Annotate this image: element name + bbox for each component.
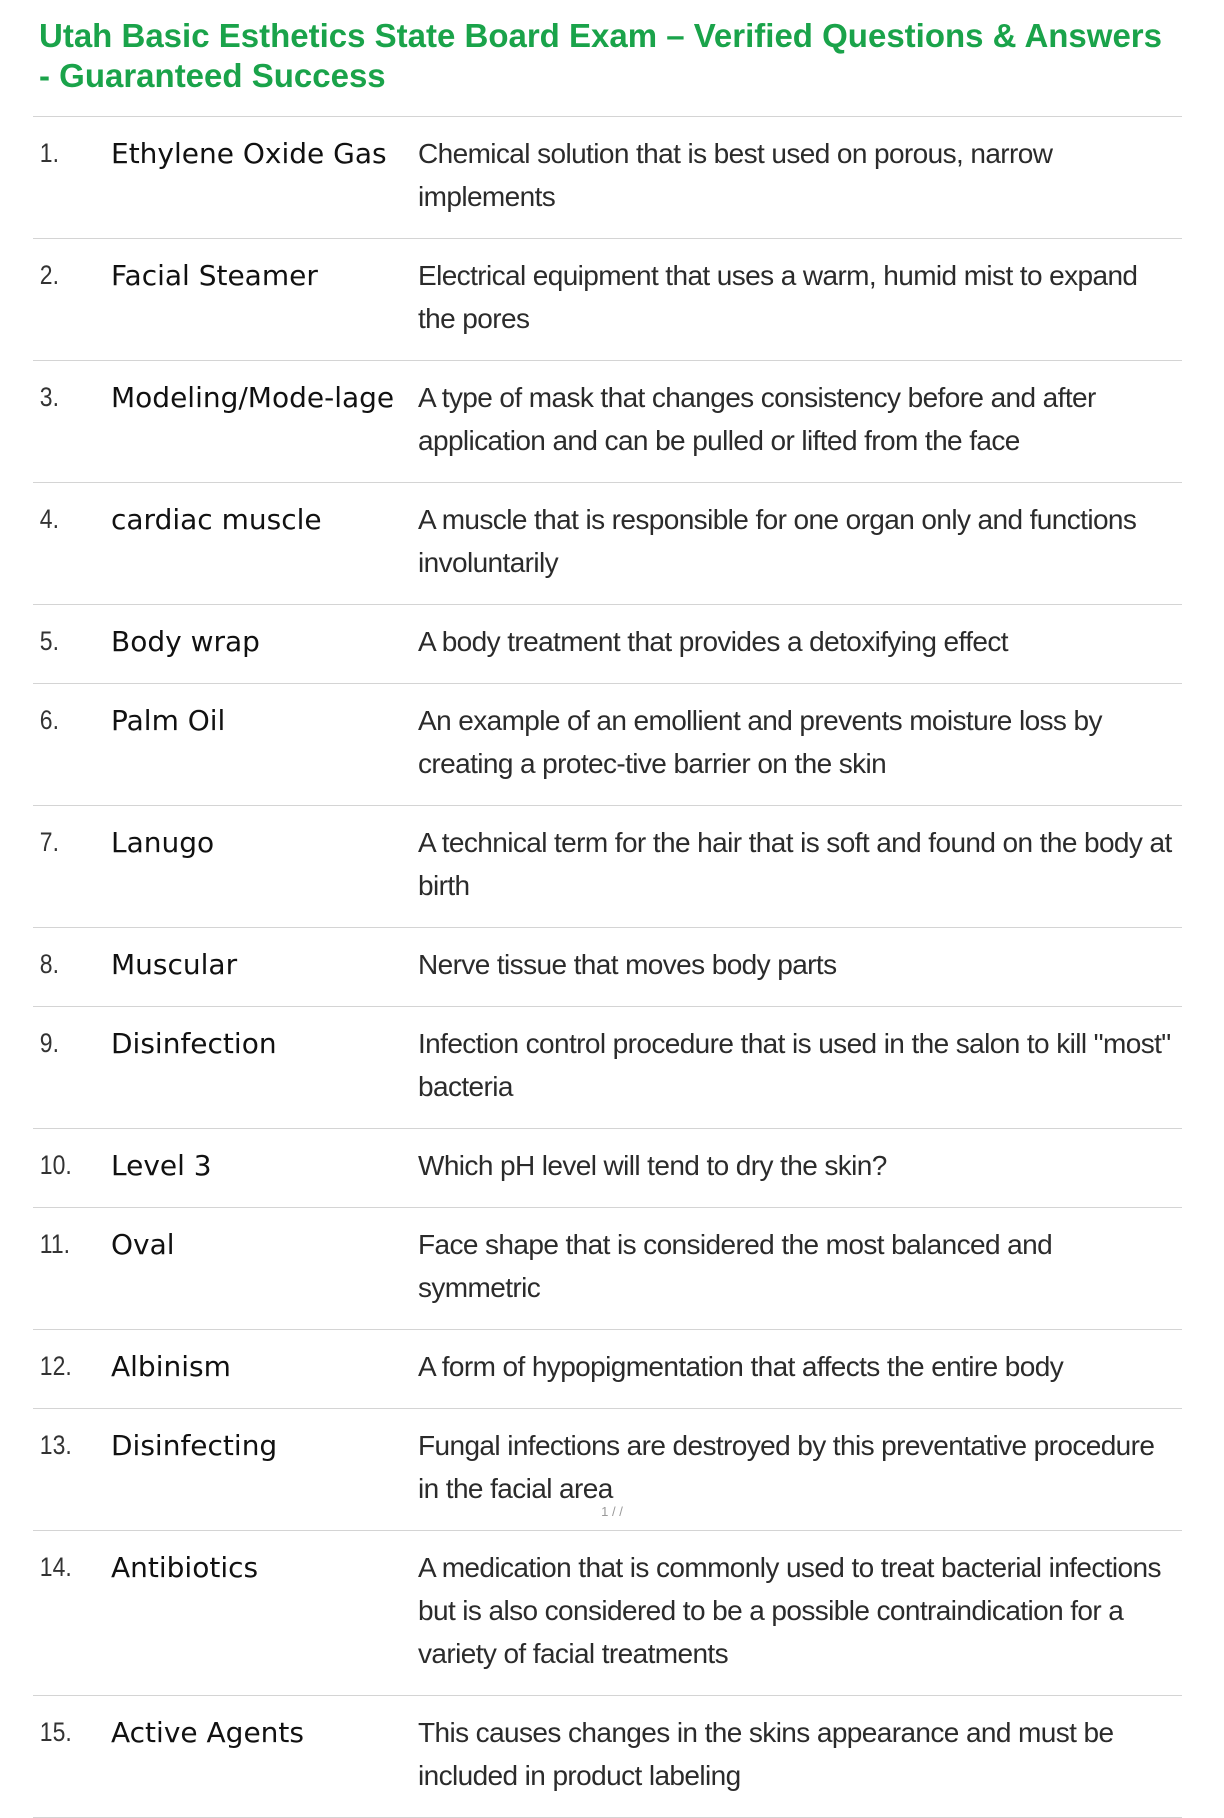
item-term: Lanugo	[111, 826, 215, 859]
item-term: Facial Steamer	[111, 259, 318, 292]
item-definition: Chemical solution that is best used on porous, narrow implements	[418, 138, 1053, 212]
item-number: 5.	[39, 626, 59, 656]
item-definition: A body treatment that provides a detoxifying effect	[418, 626, 1008, 657]
item-number: 9.	[39, 1028, 59, 1058]
list-item	[33, 806, 1182, 928]
item-number: 13.	[39, 1430, 72, 1460]
item-definition: An example of an emollient and prevents moisture loss by creating a protec-tive barrier on the skin	[418, 705, 1102, 779]
item-definition: A form of hypopigmentation that affects the entire body	[418, 1351, 1064, 1382]
item-number: 3.	[39, 382, 59, 412]
item-term: Body wrap	[111, 625, 260, 658]
list-item	[33, 239, 1182, 361]
item-number: 2.	[39, 260, 59, 290]
item-definition: A technical term for the hair that is soft and found on the body at birth	[418, 827, 1172, 901]
item-number: 10.	[39, 1150, 72, 1180]
list-item	[33, 1208, 1182, 1330]
item-number: 11.	[39, 1229, 71, 1259]
list-item	[33, 117, 1182, 239]
list-item	[33, 1531, 1182, 1696]
item-definition: A type of mask that changes consistency before and after application and can be pulled or lifted from the face	[418, 382, 1096, 456]
item-number: 12.	[39, 1351, 72, 1381]
item-definition: This causes changes in the skins appearance and must be included in product labeling	[418, 1717, 1114, 1791]
item-number: 4.	[39, 504, 59, 534]
page-number: 1 / /	[601, 1504, 623, 1519]
item-definition: Nerve tissue that moves body parts	[418, 949, 837, 980]
list-item	[33, 684, 1182, 806]
item-definition: Electrical equipment that uses a warm, humid mist to expand the pores	[418, 260, 1138, 334]
qa-list	[33, 116, 1182, 1818]
item-term: Oval	[111, 1228, 175, 1261]
item-term: Albinism	[111, 1350, 231, 1383]
item-term: Antibiotics	[111, 1551, 259, 1584]
item-number: 15.	[39, 1717, 72, 1747]
list-item	[33, 1007, 1182, 1129]
item-definition: Fungal infections are destroyed by this preventative procedure in the facial area	[418, 1430, 1155, 1504]
list-item	[33, 1696, 1182, 1818]
page-title: Utah Basic Esthetics State Board Exam – Verified Questions & Answers - Guaranteed Success	[39, 17, 1162, 94]
item-term: Level 3	[111, 1149, 212, 1182]
item-term: Disinfection	[111, 1027, 277, 1060]
list-item	[33, 361, 1182, 483]
item-term: cardiac muscle	[111, 503, 322, 536]
item-definition: Infection control procedure that is used in the salon to kill "most" bacteria	[418, 1028, 1171, 1102]
list-item	[33, 1330, 1182, 1409]
item-number: 14.	[39, 1552, 72, 1582]
list-item	[33, 1129, 1182, 1208]
item-term: Modeling/Mode-lage	[111, 381, 395, 414]
list-item	[33, 928, 1182, 1007]
item-definition: A medication that is commonly used to treat bacterial infections but is also considered to be a possible contraindication for a variety of facial treatments	[418, 1552, 1161, 1669]
item-definition: Which pH level will tend to dry the skin?	[418, 1150, 887, 1181]
list-item	[33, 605, 1182, 684]
list-item	[33, 483, 1182, 605]
item-definition: Face shape that is considered the most balanced and symmetric	[418, 1229, 1053, 1303]
item-number: 8.	[39, 949, 59, 979]
item-definition: A muscle that is responsible for one organ only and functions involuntarily	[418, 504, 1137, 578]
item-term: Ethylene Oxide Gas	[111, 137, 387, 170]
item-term: Disinfecting	[111, 1429, 278, 1462]
item-number: 7.	[39, 827, 59, 857]
item-term: Active Agents	[111, 1716, 304, 1749]
item-number: 6.	[39, 705, 59, 735]
item-term: Muscular	[111, 948, 238, 981]
item-term: Palm Oil	[111, 704, 226, 737]
item-number: 1.	[39, 138, 59, 168]
